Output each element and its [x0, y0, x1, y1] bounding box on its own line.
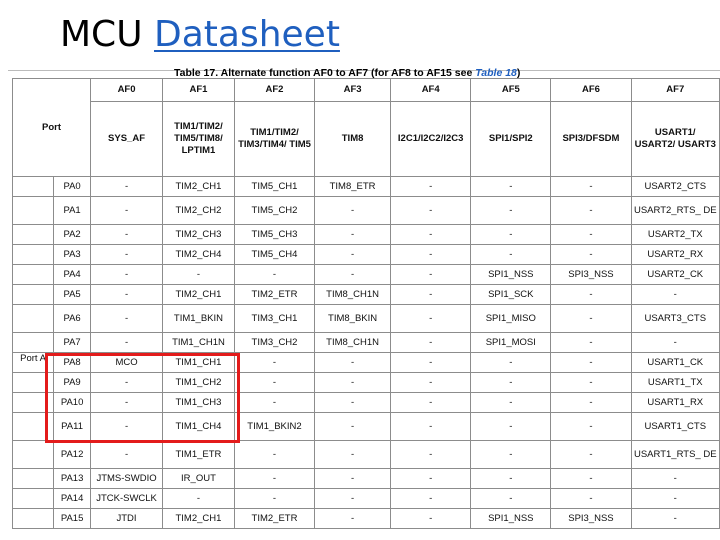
- af-cell: JTDI: [91, 509, 163, 529]
- af-cell: TIM2_CH1: [163, 285, 235, 305]
- port-group-label: Port A: [13, 353, 54, 373]
- peripheral-header: I2C1/I2C2/I2C3: [391, 102, 471, 177]
- af-cell: -: [471, 469, 551, 489]
- af-cell: -: [315, 353, 391, 373]
- datasheet-link[interactable]: Datasheet: [154, 14, 340, 55]
- af-cell: -: [551, 441, 631, 469]
- af-cell: -: [91, 177, 163, 197]
- af-cell: TIM2_CH4: [163, 245, 235, 265]
- af-cell: -: [91, 225, 163, 245]
- table-row: [13, 373, 720, 393]
- pin-name: PA15: [54, 509, 91, 529]
- af-cell: -: [551, 393, 631, 413]
- af-cell: -: [551, 469, 631, 489]
- af-cell: -: [315, 393, 391, 413]
- table-row: [13, 413, 720, 441]
- af-cell: -: [471, 353, 551, 373]
- af-cell: -: [163, 489, 235, 509]
- pin-name: PA8: [54, 353, 91, 373]
- peripheral-header-row: [13, 102, 720, 177]
- pin-name: PA0: [54, 177, 91, 197]
- af-cell: TIM1_ETR: [163, 441, 235, 469]
- pin-name: PA12: [54, 441, 91, 469]
- pin-name: PA2: [54, 225, 91, 245]
- af-cell: TIM1_BKIN2: [234, 413, 314, 441]
- af-cell: SPI1_NSS: [471, 509, 551, 529]
- peripheral-header: TIM8: [315, 102, 391, 177]
- af-cell: -: [471, 245, 551, 265]
- af-cell: -: [234, 265, 314, 285]
- af-cell: USART1_CTS: [631, 413, 719, 441]
- af-cell: -: [551, 333, 631, 353]
- af-header-af5: AF5: [471, 79, 551, 102]
- af-cell: USART1_TX: [631, 373, 719, 393]
- af-cell: TIM1_CH4: [163, 413, 235, 441]
- alternate-function-table: [12, 78, 720, 529]
- af-cell: -: [631, 489, 719, 509]
- port-group-cell: [13, 197, 54, 225]
- af-cell: -: [391, 373, 471, 393]
- port-group-cell: [13, 225, 54, 245]
- af-cell: -: [471, 177, 551, 197]
- af-cell: -: [315, 225, 391, 245]
- table-row: [13, 285, 720, 305]
- af-cell: -: [234, 489, 314, 509]
- af-cell: USART2_RX: [631, 245, 719, 265]
- af-cell: -: [551, 413, 631, 441]
- af-cell: -: [391, 393, 471, 413]
- af-cell: TIM2_ETR: [234, 509, 314, 529]
- af-cell: TIM2_CH3: [163, 225, 235, 245]
- af-header-af2: AF2: [234, 79, 314, 102]
- af-cell: -: [315, 509, 391, 529]
- table-row: [13, 393, 720, 413]
- port-group-cell: [13, 509, 54, 529]
- af-cell: USART2_CTS: [631, 177, 719, 197]
- af-cell: USART2_RTS_ DE: [631, 197, 719, 225]
- af-cell: -: [551, 489, 631, 509]
- af-cell: -: [91, 285, 163, 305]
- af-header-row: [13, 79, 720, 102]
- af-cell: TIM1_BKIN: [163, 305, 235, 333]
- port-group-cell: [13, 333, 54, 353]
- af-cell: -: [471, 489, 551, 509]
- table-row: [13, 353, 720, 373]
- peripheral-header: USART1/ USART2/ USART3: [631, 102, 719, 177]
- peripheral-header: SPI3/DFSDM: [551, 102, 631, 177]
- af-header-af1: AF1: [163, 79, 235, 102]
- af-cell: TIM8_BKIN: [315, 305, 391, 333]
- af-cell: -: [234, 441, 314, 469]
- af-cell: -: [391, 265, 471, 285]
- peripheral-header: SPI1/SPI2: [471, 102, 551, 177]
- title-text: MCU: [60, 14, 143, 55]
- af-cell: USART1_RX: [631, 393, 719, 413]
- table-row: [13, 469, 720, 489]
- af-cell: -: [391, 285, 471, 305]
- af-cell: -: [631, 469, 719, 489]
- af-cell: JTCK-SWCLK: [91, 489, 163, 509]
- af-cell: TIM3_CH2: [234, 333, 314, 353]
- af-cell: -: [315, 441, 391, 469]
- af-cell: TIM2_CH2: [163, 197, 235, 225]
- pin-name: PA6: [54, 305, 91, 333]
- af-cell: USART2_CK: [631, 265, 719, 285]
- af-cell: -: [391, 245, 471, 265]
- pin-name: PA13: [54, 469, 91, 489]
- port-group-cell: [13, 489, 54, 509]
- port-group-cell: [13, 245, 54, 265]
- table-row: [13, 265, 720, 285]
- af-cell: -: [391, 225, 471, 245]
- af-cell: -: [91, 305, 163, 333]
- af-cell: TIM8_CH1N: [315, 285, 391, 305]
- table-row: [13, 225, 720, 245]
- af-cell: TIM5_CH1: [234, 177, 314, 197]
- af-cell: -: [315, 469, 391, 489]
- table-18-link[interactable]: Table 18: [475, 67, 517, 79]
- af-cell: -: [391, 333, 471, 353]
- af-cell: -: [551, 197, 631, 225]
- af-cell: -: [551, 353, 631, 373]
- af-cell: -: [315, 197, 391, 225]
- table-row: [13, 197, 720, 225]
- table-row: [13, 441, 720, 469]
- af-cell: -: [91, 441, 163, 469]
- af-header-af0: AF0: [91, 79, 163, 102]
- af-cell: -: [91, 197, 163, 225]
- af-cell: -: [315, 245, 391, 265]
- af-cell: TIM8_CH1N: [315, 333, 391, 353]
- af-cell: -: [631, 285, 719, 305]
- af-cell: TIM1_CH1: [163, 353, 235, 373]
- peripheral-header: TIM1/TIM2/ TIM5/TIM8/ LPTIM1: [163, 102, 235, 177]
- af-cell: -: [234, 469, 314, 489]
- af-cell: -: [551, 177, 631, 197]
- caption-text: Table 17. Alternate function AF0 to AF7 (for AF8 to AF15 see: [174, 67, 473, 79]
- af-cell: -: [391, 305, 471, 333]
- pin-name: PA10: [54, 393, 91, 413]
- af-cell: SPI1_NSS: [471, 265, 551, 285]
- peripheral-header: TIM1/TIM2/ TIM3/TIM4/ TIM5: [234, 102, 314, 177]
- af-cell: TIM2_CH1: [163, 509, 235, 529]
- port-group-cell: [13, 285, 54, 305]
- table-row: [13, 305, 720, 333]
- port-group-cell: [13, 305, 54, 333]
- af-cell: -: [315, 413, 391, 441]
- af-cell: -: [551, 373, 631, 393]
- af-cell: -: [91, 265, 163, 285]
- pin-name: PA14: [54, 489, 91, 509]
- af-cell: TIM1_CH3: [163, 393, 235, 413]
- af-cell: -: [551, 245, 631, 265]
- peripheral-header: SYS_AF: [91, 102, 163, 177]
- table-row: [13, 509, 720, 529]
- af-cell: USART1_RTS_ DE: [631, 441, 719, 469]
- af-header-af6: AF6: [551, 79, 631, 102]
- af-cell: -: [471, 225, 551, 245]
- table-row: [13, 245, 720, 265]
- af-cell: TIM5_CH4: [234, 245, 314, 265]
- af-cell: -: [391, 489, 471, 509]
- port-group-cell: [13, 393, 54, 413]
- af-cell: -: [234, 373, 314, 393]
- af-cell: SPI3_NSS: [551, 265, 631, 285]
- pin-name: PA5: [54, 285, 91, 305]
- af-header-af7: AF7: [631, 79, 719, 102]
- af-cell: -: [551, 305, 631, 333]
- af-cell: MCO: [91, 353, 163, 373]
- af-cell: -: [91, 333, 163, 353]
- af-cell: -: [471, 393, 551, 413]
- pin-name: PA9: [54, 373, 91, 393]
- pin-name: PA1: [54, 197, 91, 225]
- af-cell: -: [391, 441, 471, 469]
- af-cell: TIM8_ETR: [315, 177, 391, 197]
- af-cell: -: [391, 413, 471, 441]
- port-group-cell: [13, 469, 54, 489]
- af-cell: -: [315, 489, 391, 509]
- caption-close: ): [516, 67, 521, 79]
- table-row: [13, 177, 720, 197]
- af-cell: TIM1_CH2: [163, 373, 235, 393]
- af-cell: SPI1_MISO: [471, 305, 551, 333]
- af-cell: IR_OUT: [163, 469, 235, 489]
- af-cell: USART2_TX: [631, 225, 719, 245]
- af-cell: -: [471, 413, 551, 441]
- af-cell: TIM2_CH1: [163, 177, 235, 197]
- table-row: [13, 333, 720, 353]
- af-cell: USART3_CTS: [631, 305, 719, 333]
- af-cell: -: [631, 509, 719, 529]
- port-group-cell: [13, 177, 54, 197]
- af-cell: -: [471, 197, 551, 225]
- af-cell: SPI1_MOSI: [471, 333, 551, 353]
- af-cell: TIM3_CH1: [234, 305, 314, 333]
- af-header-af3: AF3: [315, 79, 391, 102]
- af-cell: -: [391, 509, 471, 529]
- af-cell: -: [234, 353, 314, 373]
- af-cell: -: [631, 333, 719, 353]
- af-cell: SPI3_NSS: [551, 509, 631, 529]
- af-cell: -: [315, 265, 391, 285]
- af-cell: TIM5_CH3: [234, 225, 314, 245]
- af-cell: JTMS-SWDIO: [91, 469, 163, 489]
- af-cell: -: [91, 413, 163, 441]
- af-cell: -: [391, 197, 471, 225]
- af-cell: -: [551, 225, 631, 245]
- af-cell: -: [391, 177, 471, 197]
- af-cell: -: [163, 265, 235, 285]
- af-header-af4: AF4: [391, 79, 471, 102]
- af-cell: -: [391, 353, 471, 373]
- port-group-cell: [13, 265, 54, 285]
- af-cell: -: [471, 441, 551, 469]
- port-group-cell: [13, 413, 54, 441]
- af-cell: -: [315, 373, 391, 393]
- slide-title: [60, 10, 340, 60]
- af-cell: -: [391, 469, 471, 489]
- pin-name: PA4: [54, 265, 91, 285]
- af-cell: -: [91, 393, 163, 413]
- af-cell: -: [551, 285, 631, 305]
- af-cell: TIM2_ETR: [234, 285, 314, 305]
- af-cell: TIM5_CH2: [234, 197, 314, 225]
- af-cell: -: [91, 245, 163, 265]
- af-cell: USART1_CK: [631, 353, 719, 373]
- pin-name: PA11: [54, 413, 91, 441]
- port-group-cell: [13, 373, 54, 393]
- port-header: Port: [13, 79, 91, 177]
- pin-name: PA7: [54, 333, 91, 353]
- af-cell: -: [471, 373, 551, 393]
- pin-name: PA3: [54, 245, 91, 265]
- af-cell: SPI1_SCK: [471, 285, 551, 305]
- port-group-cell: [13, 441, 54, 469]
- af-cell: TIM1_CH1N: [163, 333, 235, 353]
- af-cell: -: [91, 373, 163, 393]
- af-cell: -: [234, 393, 314, 413]
- table-row: [13, 489, 720, 509]
